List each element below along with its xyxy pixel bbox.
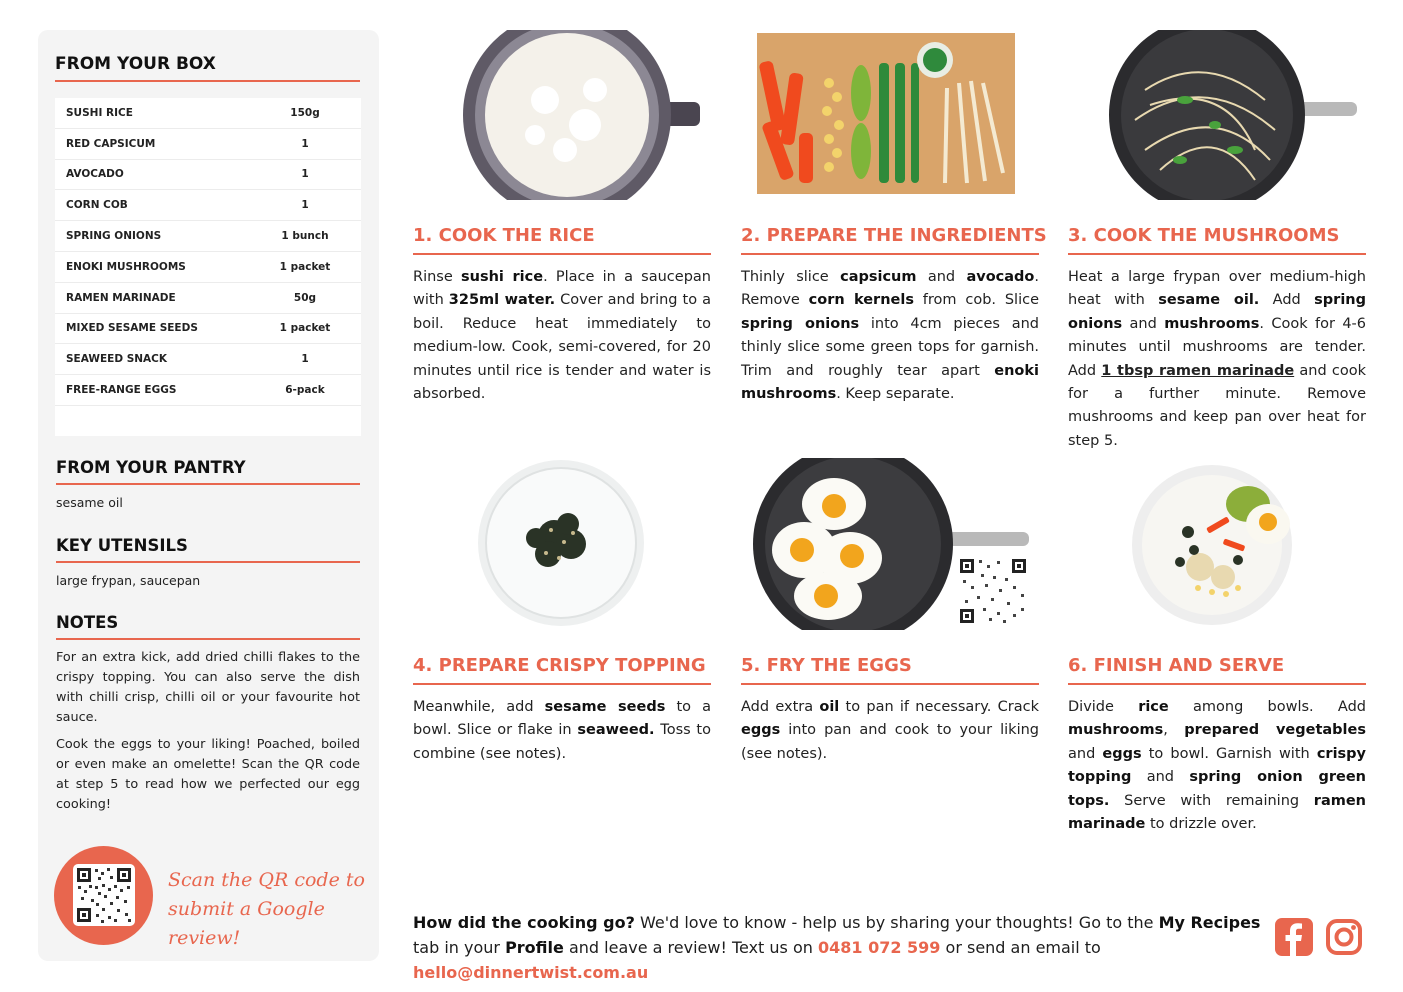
- review-line-1: Scan the QR code to: [168, 869, 365, 891]
- served-bowl-photo: [1128, 462, 1296, 628]
- ingredient-qty: 1: [301, 353, 309, 366]
- table-row: [55, 221, 361, 252]
- qr-code-icon: [73, 864, 135, 926]
- sidebar: [38, 30, 379, 961]
- step-3-title: 3. COOK THE MUSHROOMS: [1068, 225, 1366, 255]
- ingredient-qty: 1 bunch: [281, 230, 329, 243]
- step-5-body: Add extra oil to pan if necessary. Crack eggs into pan and cook to your liking (see notes).: [741, 699, 1039, 762]
- table-row: [55, 344, 361, 375]
- table-row: [55, 98, 361, 129]
- step-5-title: 5. FRY THE EGGS: [741, 655, 1039, 685]
- key-utensils-heading: KEY UTENSILS: [56, 536, 360, 563]
- ingredient-name: FREE-RANGE EGGS: [66, 384, 177, 397]
- seaweed-bowl-photo: [476, 458, 646, 630]
- ingredient-qty: 1: [301, 137, 309, 150]
- table-row: [55, 160, 361, 191]
- note-paragraph: Cook the eggs to your liking! Poached, boiled or even make an omelette! Scan the QR code at step 5 to read how we perfected our egg cooking!: [56, 737, 360, 812]
- note-paragraph: For an extra kick, add dried chilli flakes to the crispy topping. You can also serve the dish with chilli crisp, chilli oil or your favourite hot sauce.: [56, 650, 360, 725]
- ingredient-qty: 1 packet: [279, 322, 331, 335]
- ingredient-qty: 1: [301, 168, 309, 181]
- ingredient-name: SUSHI RICE: [66, 106, 133, 119]
- ingredient-name: RAMEN MARINADE: [66, 291, 176, 304]
- ingredient-name: CORN COB: [66, 199, 128, 212]
- ingredient-qty: 1: [301, 199, 309, 212]
- step-2-body: Thinly slice capsicum and avocado. Remove corn kernels from cob. Slice spring onions into 4cm pieces and thinly slice some green tops for garnish. Trim and roughly tear apart enoki mushrooms. Keep separate.: [741, 269, 1039, 403]
- mushrooms-frypan-photo: [1105, 30, 1360, 200]
- rice-saucepan-photo: [455, 30, 705, 200]
- table-row: [55, 129, 361, 160]
- utensils-text: large frypan, saucepan: [56, 573, 201, 588]
- step-4-body: Meanwhile, add sesame seeds to a bowl. Slice or flake in seaweed. Toss to combine (see notes).: [413, 699, 711, 762]
- table-row: [55, 252, 361, 283]
- table-row: [55, 375, 361, 406]
- instagram-icon[interactable]: [1325, 918, 1363, 956]
- review-qr-badge[interactable]: [54, 846, 153, 945]
- step-1-body: Rinse sushi rice. Place in a saucepan with 325ml water. Cover and bring to a boil. Reduce heat immediately to medium-low. Cook, semi-covered, for 20 minutes until rice is tender and water is absorbed.: [413, 269, 711, 403]
- review-line-2: submit a Google review!: [168, 898, 325, 949]
- email-link[interactable]: hello@dinnertwist.com.au: [413, 963, 649, 982]
- step-6-title: 6. FINISH AND SERVE: [1068, 655, 1366, 685]
- notes-heading: NOTES: [56, 613, 360, 640]
- egg-qr-code-icon[interactable]: [957, 556, 1029, 626]
- chopped-vegetables-photo: [757, 33, 1015, 194]
- step-6-body: Divide rice among bowls. Add mushrooms, prepared vegetables and eggs to bowl. Garnish with crispy topping and spring onion green tops. Serve with remaining ramen marinade to drizzle over.: [1068, 699, 1367, 833]
- step-4-title: 4. PREPARE CRISPY TOPPING: [413, 655, 711, 685]
- step-2-title: 2. PREPARE THE INGREDIENTS: [741, 225, 1039, 255]
- ingredient-qty: 6-pack: [285, 384, 325, 397]
- step-3-body: Heat a large frypan over medium-high heat with sesame oil. Add spring onions and mushrooms. Cook for 4-6 minutes until mushrooms are tender. Add 1 tbsp ramen marinade and cook for a further minute. Remove mushrooms and keep pan over heat for step 5.: [1068, 269, 1367, 449]
- from-your-pantry-heading: FROM YOUR PANTRY: [56, 458, 360, 485]
- ingredients-table: [55, 98, 361, 436]
- ingredient-name: ENOKI MUSHROOMS: [66, 260, 186, 273]
- notes-body: [56, 648, 360, 822]
- table-row: [55, 190, 361, 221]
- ingredient-qty: 50g: [293, 291, 317, 304]
- review-prompt: [168, 866, 368, 953]
- ingredient-name: RED CAPSICUM: [66, 137, 156, 150]
- table-row: [55, 283, 361, 314]
- ingredient-name: SPRING ONIONS: [66, 230, 162, 243]
- step-1-title: 1. COOK THE RICE: [413, 225, 711, 255]
- review-footer: How did the cooking go? We'd love to know - help us by sharing your thoughts! Go to the My Recipes tab in your Profile and leave a review! Text us on 0481 072 599 or send an email to hello@dinnertwist.com.au: [413, 913, 1261, 982]
- ingredient-name: AVOCADO: [66, 168, 124, 181]
- table-row: [55, 314, 361, 345]
- ingredient-qty: 1 packet: [279, 260, 331, 273]
- phone-link[interactable]: 0481 072 599: [817, 938, 941, 957]
- from-your-box-heading: FROM YOUR BOX: [55, 54, 360, 82]
- pantry-text: sesame oil: [56, 495, 123, 510]
- ingredient-name: SEAWEED SNACK: [66, 353, 168, 366]
- facebook-icon[interactable]: [1275, 918, 1313, 956]
- ingredient-name: MIXED SESAME SEEDS: [66, 322, 198, 335]
- ingredient-qty: 150g: [290, 106, 320, 119]
